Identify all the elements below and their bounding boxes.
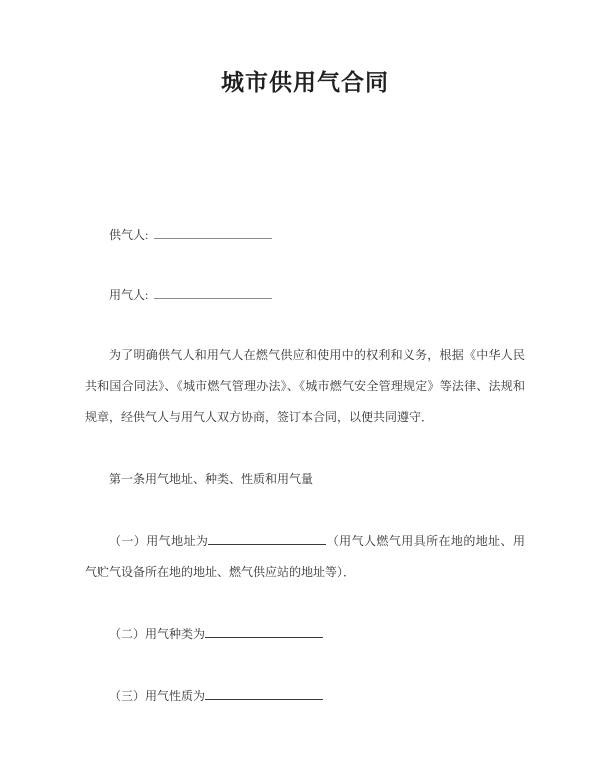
- document-title: 城市供用气合同: [221, 69, 389, 95]
- article-1-heading-text: 第一条用气地址、种类、性质和用气量: [109, 472, 314, 486]
- clause-3-gas-nature: [85, 681, 525, 712]
- gas-nature-blank: [205, 687, 323, 700]
- preamble-text: 为了明确供气人和用气人在燃气供应和使用中的权利和义务，根据《中华人民共和国合同法》、《城市燃气管理办法》、《城市燃气安全管理规定》等法律、法规和规章，经供气人与用气人双方协商，签订本合同，以便共同遵守．: [85, 348, 525, 424]
- clause-1-prefix: （一）用气地址为: [109, 534, 209, 548]
- clause-2-gas-type: [85, 619, 525, 650]
- preamble-paragraph: [85, 340, 525, 433]
- supplier-label: 供气人:: [109, 228, 149, 242]
- supplier-line: [85, 220, 525, 251]
- gas-type-blank: [205, 625, 323, 638]
- clause-1-suffix: （用气人燃气用具所在地的地址、用气贮气设备所在地的地址、燃气供应站的地址等）．: [85, 534, 525, 579]
- clause-2-prefix: （二）用气种类为: [109, 627, 206, 641]
- user-line: [85, 280, 525, 311]
- user-label: 用气人:: [109, 288, 149, 302]
- supplier-name-blank: [154, 226, 272, 239]
- article-1-heading: [85, 464, 525, 495]
- clause-3-prefix: （三）用气性质为: [109, 689, 206, 703]
- user-name-blank: [154, 286, 272, 299]
- clause-1-gas-address: [85, 526, 525, 588]
- gas-address-blank: [208, 532, 326, 545]
